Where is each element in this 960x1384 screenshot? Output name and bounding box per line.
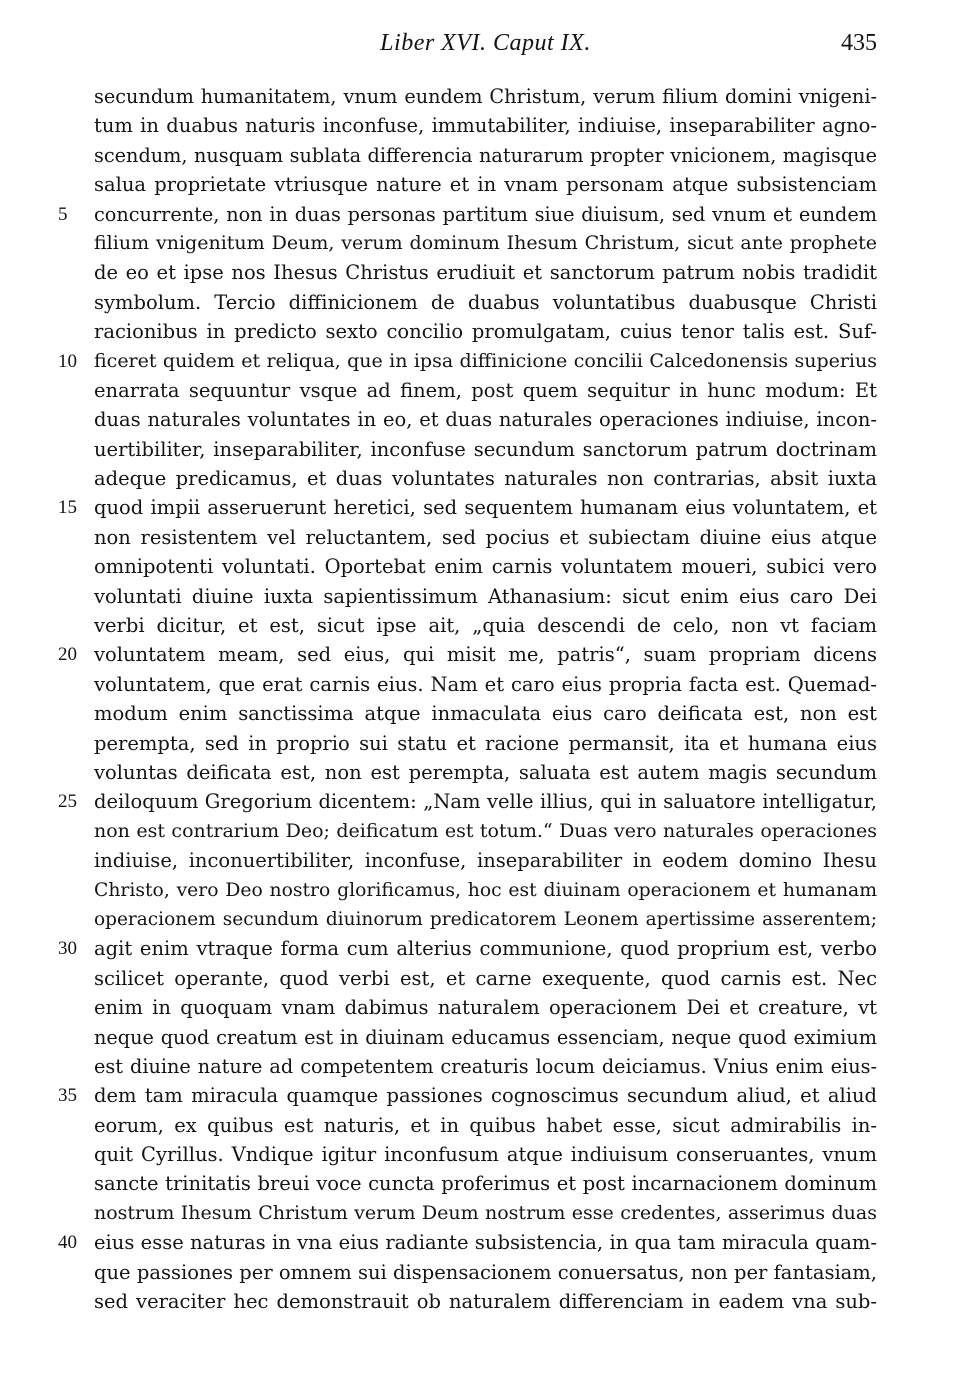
line-text: verbi dicitur, et est, sicut ipse ait, „quia descendi de celo, non vt faciam xyxy=(94,614,877,638)
line-text: modum enim sanctissima atque inmaculata eius caro deificata est, non est xyxy=(94,702,877,726)
running-title: Liber XVI. Caput IX. xyxy=(380,30,591,56)
line-text: duas naturales voluntates in eo, et duas naturales operaciones indiuise, incon- xyxy=(94,408,877,432)
line-text: voluntas deificata est, non est perempta, saluata est autem magis secundum xyxy=(94,760,877,784)
text-line xyxy=(94,435,877,464)
line-text: voluntatem meam, sed eius, qui misit me, patris“, suam propriam dicens xyxy=(94,643,877,667)
line-text: enarrata sequuntur vsque ad finem, post quem sequitur in hunc modum: Et xyxy=(94,378,877,402)
line-text: omnipotenti voluntati. Oportebat enim carnis voluntatem moueri, subici vero xyxy=(94,555,877,579)
text-line xyxy=(58,200,877,229)
line-text: sancte trinitatis breui voce cuncta proferimus et post incarnacionem dominum xyxy=(94,1172,877,1196)
text-line xyxy=(94,1023,877,1052)
text-line xyxy=(94,170,877,199)
text-line xyxy=(94,964,877,993)
text-line xyxy=(94,405,877,434)
text-line xyxy=(94,258,877,287)
text-line xyxy=(94,699,877,728)
text-line xyxy=(94,1258,877,1287)
text-line xyxy=(94,582,877,611)
text-line xyxy=(94,758,877,787)
line-text: quod impii asseruerunt heretici, sed sequentem humanam eius voluntatem, et xyxy=(94,496,877,520)
line-text: ficeret quidem et reliqua, que in ipsa diffinicione concilii Calcedonensis superius xyxy=(94,349,877,372)
line-text: concurrente, non in duas personas partitum siue diuisum, sed vnum et eundem xyxy=(94,202,877,226)
line-text: que passiones per omnem sui dispensacionem conuersatus, non per fantasiam, xyxy=(94,1260,877,1284)
line-number: 15 xyxy=(58,497,77,519)
text-line xyxy=(94,1052,877,1081)
line-text: sed veraciter hec demonstrauit ob naturalem differenciam in eadem vna sub- xyxy=(94,1290,877,1314)
line-text: enim in quoquam vnam dabimus naturalem operacionem Dei et creature, vt xyxy=(94,996,877,1020)
line-number: 5 xyxy=(58,203,68,225)
text-line xyxy=(94,729,877,758)
line-text: non resistentem vel reluctantem, sed pocius et subiectam diuine eius atque xyxy=(94,525,877,549)
text-line xyxy=(94,317,877,346)
text-line xyxy=(58,347,877,376)
line-text: quit Cyrillus. Vndique igitur inconfusum atque indiuisum conseruantes, vnum xyxy=(94,1143,877,1167)
line-text: Christo, vero Deo nostro glorificamus, hoc est diuinam operacionem et humanam xyxy=(94,879,877,901)
line-text: racionibus in predicto sexto concilio promulgatam, cuius tenor talis est. Suf- xyxy=(94,320,877,344)
text-line xyxy=(94,141,877,170)
line-text: filium vnigenitum Deum, verum dominum Ihesum Christum, sicut ante prophete xyxy=(94,231,877,254)
line-text: adeque predicamus, et duas voluntates naturales non contrarias, absit iuxta xyxy=(94,467,877,491)
text-line xyxy=(58,787,877,816)
page-number: 435 xyxy=(841,30,877,56)
text-line xyxy=(58,493,877,522)
text-line xyxy=(94,288,877,317)
line-text: deiloquum Gregorium dicentem: „Nam velle illius, qui in saluatore intelligatur, xyxy=(94,790,877,814)
line-text: scendum, nusquam sublata differencia naturarum propter vnicionem, magisque xyxy=(94,143,877,167)
line-text: de eo et ipse nos Ihesus Christus erudiuit et sanctorum patrum nobis tradidit xyxy=(94,261,877,285)
line-text: est diuine nature ad competentem creaturis locum deiciamus. Vnius enim eius- xyxy=(94,1054,877,1078)
line-text: perempta, sed in proprio sui statu et racione permansit, ita et humana eius xyxy=(94,731,877,755)
line-number: 40 xyxy=(58,1232,77,1254)
text-line xyxy=(58,640,877,669)
line-text: non est contrarium Deo; deificatum est totum.“ Duas vero naturales operaciones xyxy=(94,819,877,842)
text-line xyxy=(94,846,877,875)
body-text xyxy=(58,82,877,1316)
text-line xyxy=(94,523,877,552)
text-line xyxy=(94,111,877,140)
page-header xyxy=(94,30,877,64)
text-line xyxy=(94,611,877,640)
text-line xyxy=(94,670,877,699)
text-line xyxy=(94,993,877,1022)
text-line xyxy=(58,1228,877,1257)
line-text: dem tam miracula quamque passiones cognoscimus secundum aliud, et aliud xyxy=(94,1084,877,1108)
line-number: 10 xyxy=(58,350,77,372)
line-text: tum in duabus naturis inconfuse, immutabiliter, indiuise, inseparabiliter agno- xyxy=(94,114,877,138)
text-line xyxy=(94,464,877,493)
line-text: symbolum. Tercio diffinicionem de duabus voluntatibus duabusque Christi xyxy=(94,290,877,314)
line-text: eorum, ex quibus est naturis, et in quibus habet esse, sicut admirabilis in- xyxy=(94,1113,877,1137)
line-text: voluntati diuine iuxta sapientissimum Athanasium: sicut enim eius caro Dei xyxy=(94,584,877,608)
text-line xyxy=(94,1169,877,1198)
line-text: nostrum Ihesum Christum verum Deum nostrum esse credentes, asserimus duas xyxy=(94,1201,877,1224)
line-text: operacionem secundum diuinorum predicatorem Leonem apertissime asserentem; xyxy=(94,908,877,930)
line-number: 35 xyxy=(58,1085,77,1107)
line-text: agit enim vtraque forma cum alterius communione, quod proprium est, verbo xyxy=(94,937,877,961)
line-text: uertibiliter, inseparabiliter, inconfuse secundum sanctorum patrum doctrinam xyxy=(94,437,877,461)
line-text: voluntatem, que erat carnis eius. Nam et caro eius propria facta est. Quemad- xyxy=(94,672,877,696)
text-line xyxy=(94,229,877,258)
text-line xyxy=(94,552,877,581)
line-number: 20 xyxy=(58,644,77,666)
text-line xyxy=(94,376,877,405)
text-line xyxy=(94,82,877,111)
line-text: eius esse naturas in vna eius radiante subsistencia, in qua tam miracula quam- xyxy=(94,1231,877,1255)
line-text: salua proprietate vtriusque nature et in vnam personam atque subsistenciam xyxy=(94,173,877,197)
text-line xyxy=(94,876,877,905)
text-line xyxy=(94,1199,877,1228)
line-number: 25 xyxy=(58,791,77,813)
text-line xyxy=(94,817,877,846)
text-line xyxy=(94,1111,877,1140)
text-line xyxy=(58,934,877,963)
line-text: secundum humanitatem, vnum eundem Christum, verum filium domini vnigeni- xyxy=(94,85,877,108)
text-line xyxy=(94,1287,877,1316)
text-line xyxy=(94,1140,877,1169)
line-text: indiuise, inconuertibiliter, inconfuse, inseparabiliter in eodem domino Ihesu xyxy=(94,849,877,873)
text-line xyxy=(58,1081,877,1110)
line-text: neque quod creatum est in diuinam educamus essenciam, neque quod eximium xyxy=(94,1025,877,1049)
line-number: 30 xyxy=(58,938,77,960)
line-text: scilicet operante, quod verbi est, et carne exequente, quod carnis est. Nec xyxy=(94,966,877,990)
text-line xyxy=(94,905,877,934)
